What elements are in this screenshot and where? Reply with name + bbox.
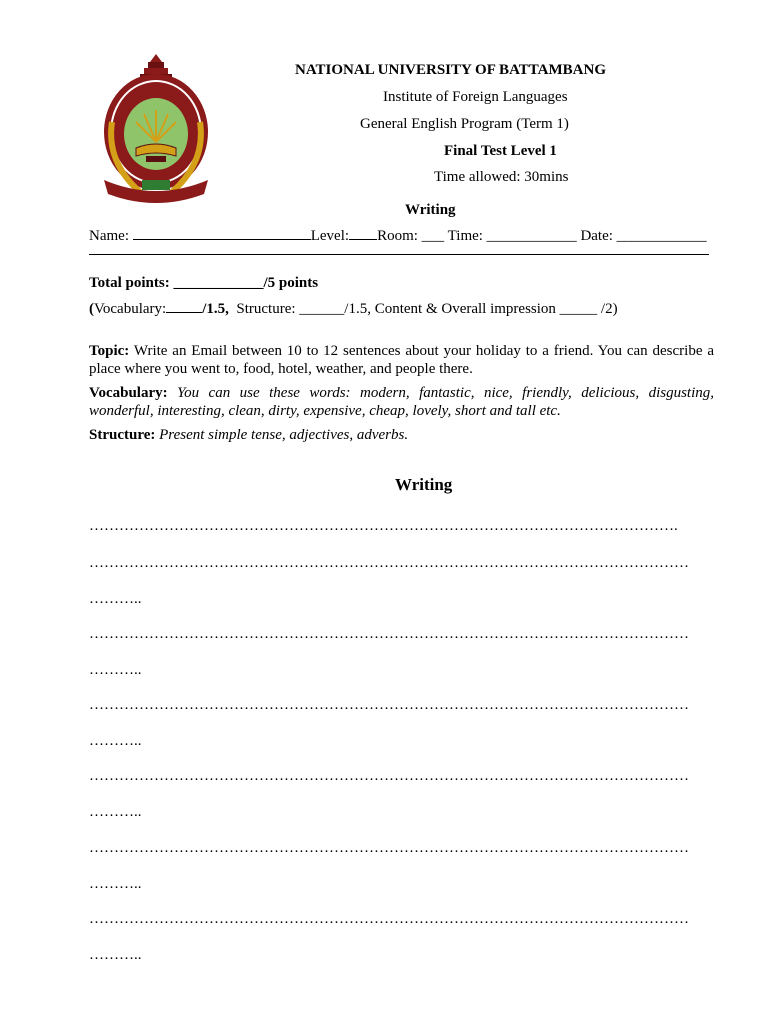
room-label: Room: ___ xyxy=(377,228,445,244)
institute-name: Institute of Foreign Languages xyxy=(383,89,568,105)
answer-line-short[interactable]: ……….. xyxy=(89,947,142,963)
section-title: Writing xyxy=(405,202,456,218)
vocabulary-text: You can use these words: modern, fantastic, nice, friendly, delicious, disgusting, wonderful, interesting, clean, dirty, expensive, cheap, lovely, short and tall etc. xyxy=(89,385,715,419)
university-name: NATIONAL UNIVERSITY OF BATTAMBANG xyxy=(295,62,607,78)
vocabulary-label: Vocabulary: xyxy=(89,385,168,401)
answer-line[interactable]: ………………………………………………………………………………………………………… xyxy=(89,840,689,856)
student-info-line xyxy=(89,227,707,245)
level-field[interactable] xyxy=(349,227,377,240)
time-label: Time: ____________ xyxy=(447,228,577,244)
program-name: General English Program (Term 1) xyxy=(360,116,569,132)
time-allowed: Time allowed: 30mins xyxy=(434,169,569,185)
answer-line-short[interactable]: ……….. xyxy=(89,733,142,749)
answer-line[interactable]: ………………………………………………………………………………………………………… xyxy=(89,768,689,784)
answer-line[interactable]: ………………………………………………………………………………………………………… xyxy=(89,626,689,642)
structure-paragraph xyxy=(89,426,714,444)
topic-paragraph xyxy=(89,342,714,378)
answer-line-short[interactable]: ……….. xyxy=(89,591,142,607)
name-label: Name: xyxy=(89,228,129,244)
header-divider xyxy=(89,254,709,255)
topic-label: Topic: xyxy=(89,343,130,359)
writing-title: Writing xyxy=(395,475,453,494)
name-field[interactable] xyxy=(133,227,311,240)
vocab-points-field[interactable] xyxy=(166,300,202,313)
level-label: Level: xyxy=(310,228,350,244)
total-points: Total points: ____________/5 points xyxy=(89,275,319,291)
structure-label: Structure: xyxy=(89,427,156,443)
answer-line-short[interactable]: ……….. xyxy=(89,804,142,820)
date-label: Date: ____________ xyxy=(580,228,707,244)
answer-line[interactable]: ………………………………………………………………………………………………………… xyxy=(89,555,689,571)
topic-text: Write an Email between 10 to 12 sentences about your holiday to a friend. You can describe a place where you went to, food, hotel, weather, and people there. xyxy=(89,343,714,377)
vocab-points-max: /1.5, xyxy=(202,301,229,317)
open-paren: ( xyxy=(89,301,94,317)
answer-line[interactable]: ………………………………………………………………………………………………………… xyxy=(89,911,689,927)
points-breakdown xyxy=(89,300,618,318)
vocabulary-paragraph xyxy=(89,384,714,420)
structure-text: Present simple tense, adjectives, adverbs. xyxy=(159,427,409,443)
vocab-points-label: Vocabulary: xyxy=(94,301,167,317)
answer-line-short[interactable]: ……….. xyxy=(89,662,142,678)
answer-line[interactable]: ………………………………………………………………………………………………………. xyxy=(89,518,678,534)
university-seal-icon xyxy=(100,52,212,208)
answer-line[interactable]: ………………………………………………………………………………………………………… xyxy=(89,697,689,713)
structure-points: Structure: ______/1.5, Content & Overall impression _____ /2) xyxy=(236,301,618,317)
answer-line-short[interactable]: ……….. xyxy=(89,876,142,892)
test-title: Final Test Level 1 xyxy=(444,143,557,159)
